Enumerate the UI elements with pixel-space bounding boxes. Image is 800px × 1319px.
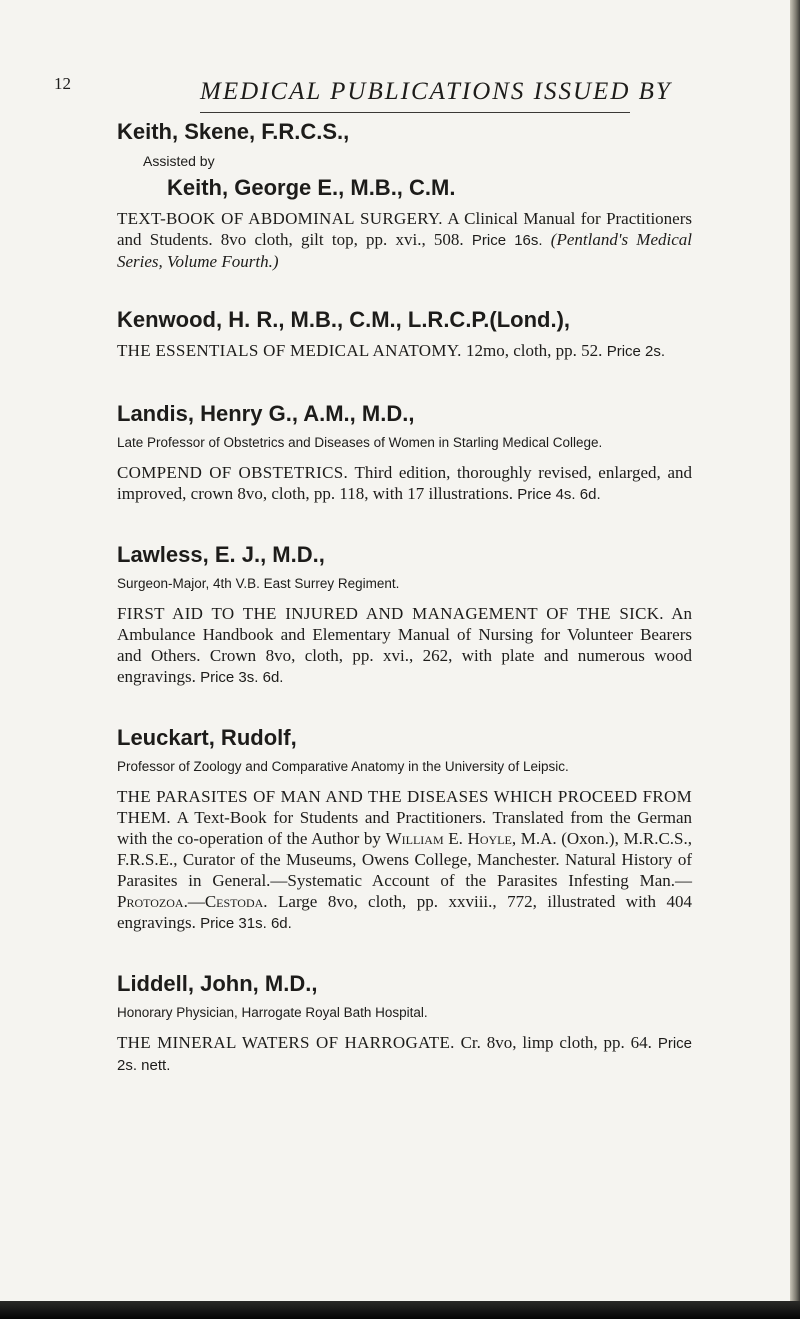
book-details: Third edition, thoroughly revised, enlarged, and improved, crown 8vo, cloth, pp. 118, with 17 illustrations. (117, 463, 692, 503)
book-details: 12mo, cloth, pp. 52. (461, 341, 603, 360)
book-price: Price 2s. (606, 343, 666, 360)
author-name: Leuckart, Rudolf, (117, 725, 297, 750)
book-title: THE PARASITES OF MAN AND THE DISEASES WHICH PROCEED FROM THEM. (117, 787, 692, 827)
author-name: Keith, Skene, F.R.C.S., (117, 119, 350, 144)
page-number: 12 (54, 74, 71, 93)
book-details-continued: , M.A. (Oxon.), M.R.C.S., F.R.S.E., Curator of the Museums, Owens College, Manchester. Natural History of Parasites in General.—Systematic Account of the Parasites Infesting Man.— (117, 829, 692, 890)
book-details: A Clinical Manual for Practitioners and Students. 8vo cloth, gilt top, pp. xvi., 508. (117, 209, 692, 249)
author-affiliation: Professor of Zoology and Comparative Anatomy in the University of Leipsic. (117, 759, 569, 774)
catalogue-entry-keith (117, 118, 692, 272)
author-name: Liddell, John, M.D., (117, 971, 318, 996)
catalogue-listing (117, 118, 692, 1106)
book-details: A Text-Book for Students and Practitioners. Translated from the German with the co-operation of the Author by (117, 808, 692, 848)
translator-name: William E. Hoyle (385, 829, 512, 848)
author-affiliation: Honorary Physician, Harrogate Royal Bath Hospital. (117, 1005, 428, 1020)
author-affiliation: Late Professor of Obstetrics and Diseases of Women in Starling Medical College. (117, 435, 603, 450)
catalogue-entry-liddell (117, 970, 692, 1076)
author-name: Kenwood, H. R., M.B., C.M., L.R.C.P.(Lond.), (117, 307, 571, 332)
co-author-name: Keith, George E., M.B., C.M. (167, 175, 456, 200)
book-description (117, 340, 692, 362)
author-affiliation: Surgeon-Major, 4th V.B. East Surrey Regiment. (117, 576, 400, 591)
author-name: Lawless, E. J., M.D., (117, 542, 325, 567)
book-price: Price 16s. (471, 232, 543, 249)
book-description (117, 603, 692, 688)
catalogue-entry-lawless (117, 541, 692, 688)
section-separator: .— (183, 892, 205, 911)
scan-bottom-edge (0, 1301, 800, 1319)
book-details-final: . Large 8vo, cloth, pp. xxviii., 772, illustrated with 404 engravings. (117, 892, 692, 932)
book-description (117, 1032, 692, 1076)
book-description (117, 462, 692, 505)
header-rule (200, 112, 630, 113)
book-title: TEXT-BOOK OF ABDOMINAL SURGERY. (117, 209, 443, 228)
book-series: (Pentland's Medical Series, Volume Fourth.) (117, 230, 692, 271)
catalogue-entry-kenwood (117, 306, 692, 362)
section-protozoa: Protozoa (117, 892, 184, 911)
running-head-title: MEDICAL PUBLICATIONS ISSUED BY (200, 78, 672, 105)
book-title: COMPEND OF OBSTETRICS. (117, 463, 349, 482)
assisted-by-label: Assisted by (143, 153, 215, 169)
book-description (117, 786, 692, 934)
book-price: Price 31s. 6d. (200, 915, 292, 932)
book-title: FIRST AID TO THE INJURED AND MANAGEMENT OF THE SICK. (117, 604, 664, 623)
book-description (117, 208, 692, 272)
book-details: An Ambulance Handbook and Elementary Manual of Nursing for Volunteer Bearers and Others. Crown 8vo, cloth, pp. xvi., 262, with plate and numerous wood engravings. (117, 604, 692, 686)
book-details: Cr. 8vo, limp cloth, pp. 64. (454, 1033, 652, 1052)
book-title: THE ESSENTIALS OF MEDICAL ANATOMY. (117, 341, 462, 360)
catalogue-entry-landis (117, 400, 692, 505)
book-price: Price 3s. 6d. (200, 669, 284, 686)
book-title: THE MINERAL WATERS OF HARROGATE. (117, 1033, 455, 1052)
section-cestoda: Cestoda (204, 892, 264, 911)
catalogue-entry-leuckart (117, 724, 692, 934)
book-price: Price 2s. nett. (117, 1035, 692, 1074)
author-name: Landis, Henry G., A.M., M.D., (117, 401, 415, 426)
book-price: Price 4s. 6d. (517, 486, 601, 503)
running-head (54, 74, 672, 114)
book-spine-edge (790, 0, 800, 1319)
